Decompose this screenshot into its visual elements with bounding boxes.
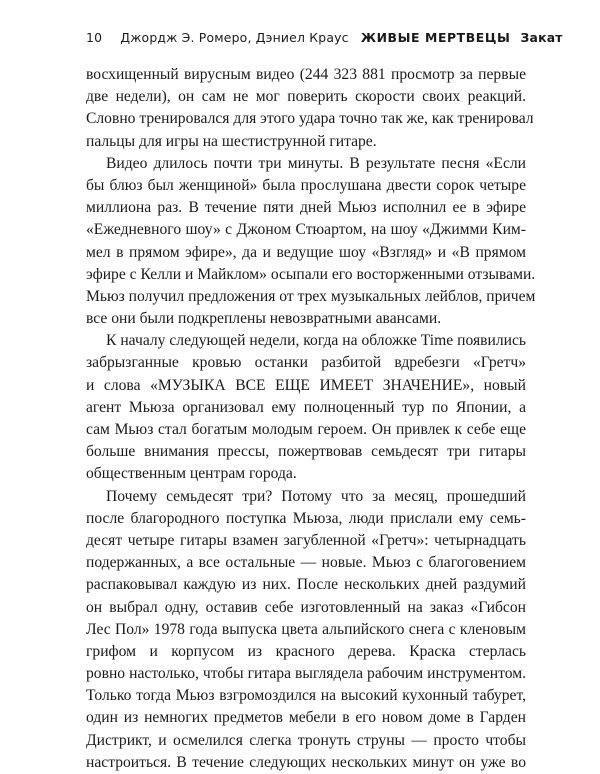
paragraph — [86, 153, 536, 331]
text-line: эфире с Келли и Майклом» осыпали его восторженными отзывами. — [86, 265, 536, 283]
text-line: десят четыре гитары взамен загубленной «Гретч»: четырнадцать — [86, 531, 526, 549]
paragraph — [86, 330, 526, 485]
text-line: Лес Пол» 1978 года выпуска цвета альпийского снега с кленовым грифом и корпусом из красного дерева. Краска стерлась — [86, 620, 526, 660]
text-line: пальцы для игры на шестиструнной гитаре. — [86, 132, 377, 150]
page-number: 10 — [86, 30, 103, 45]
paragraph — [86, 64, 534, 153]
text-line: общественным центрам города. — [86, 465, 297, 483]
text-line: Дистрикт, и осмелился слегка тронуть струны — просто чтобы — [86, 731, 526, 749]
text-line: подержанных, а все остальные — новые. Мьюз с благоговением — [86, 554, 526, 572]
text-line: больше внимания прессы, пожертвовав семьдесят три гитары — [86, 443, 526, 461]
text-line: бы блюз был женщиной» была прослушана двести сорок четыре — [86, 176, 526, 194]
text-line: Мьюз получил предложения от трех музыкальных лейблов, причем — [86, 287, 536, 305]
text-line: сам Мьюз стал богатым молодым героем. Он привлек к себе еще — [86, 421, 526, 438]
series-title: ЖИВЫЕ МЕРТВЕЦЫ — [360, 30, 511, 45]
paragraph — [86, 486, 526, 774]
authors: Джордж Э. Ромеро, Дэниел Краус — [120, 30, 349, 45]
text-line: забрызганные кровью останки разбитой вдребезги «Гретч» — [86, 354, 526, 372]
text-line: две недели), он сам не мог поверить скорости своих реакций. — [86, 88, 526, 106]
text-line: «Ежедневного шоу» с Джоном Стюартом, на шоу «Джимми Ким- — [86, 221, 526, 239]
book-title: Закат — [520, 30, 563, 45]
text-line: и слова «МУЗЫКА ВСЕ ЕЩЕ ИМЕЕТ ЗНАЧЕНИЕ», новый — [86, 376, 526, 394]
text-line: он выбрал одну, оставив себе изготовленный на заказ «Гибсон — [86, 598, 526, 616]
text-line: К началу следующей недели, когда на обложке Time появились — [106, 332, 526, 350]
text-line: Только тогда Мьюз взгромоздился на высокий кухонный табурет, — [86, 687, 526, 705]
text-line: агент Мьюза организовал ему полноценный тур по Японии, а — [86, 398, 526, 416]
text-line: распаковывал каждую из них. После нескольких дней раздумий — [86, 576, 526, 594]
text-line: Почему семьдесят три? Потому что за месяц, прошедший — [106, 487, 526, 505]
text-line: настроиться. В течение следующих нескольких минут он уже во — [86, 753, 526, 771]
text-line: мел в прямом эфире», да и ведущие шоу «Взгляд» и «В прямом — [86, 243, 526, 261]
text-line: ровно настолько, чтобы гитара выглядела рабочим инструментом. — [86, 665, 526, 683]
body-text — [86, 64, 536, 774]
text-line: миллиона раз. В течение пяти дней Мьюз исполнил ее в эфире — [86, 199, 526, 217]
text-line: один из немногих предметов мебели в его новом доме в Гарден — [86, 709, 526, 727]
text-line: восхищенный вирусным видео (244 323 881 просмотр за первые — [86, 66, 526, 83]
text-line: Словно тренировался для этого удара точно так же, как тренировал — [86, 110, 534, 128]
text-line: после благородного поступка Мьюза, люди прислали ему семь- — [86, 509, 526, 527]
running-header — [86, 30, 563, 50]
text-line: Видео длилось почти три минуты. В результате песня «Если — [106, 154, 526, 172]
text-line: все они были подкреплены невозвратными авансами. — [86, 310, 442, 328]
